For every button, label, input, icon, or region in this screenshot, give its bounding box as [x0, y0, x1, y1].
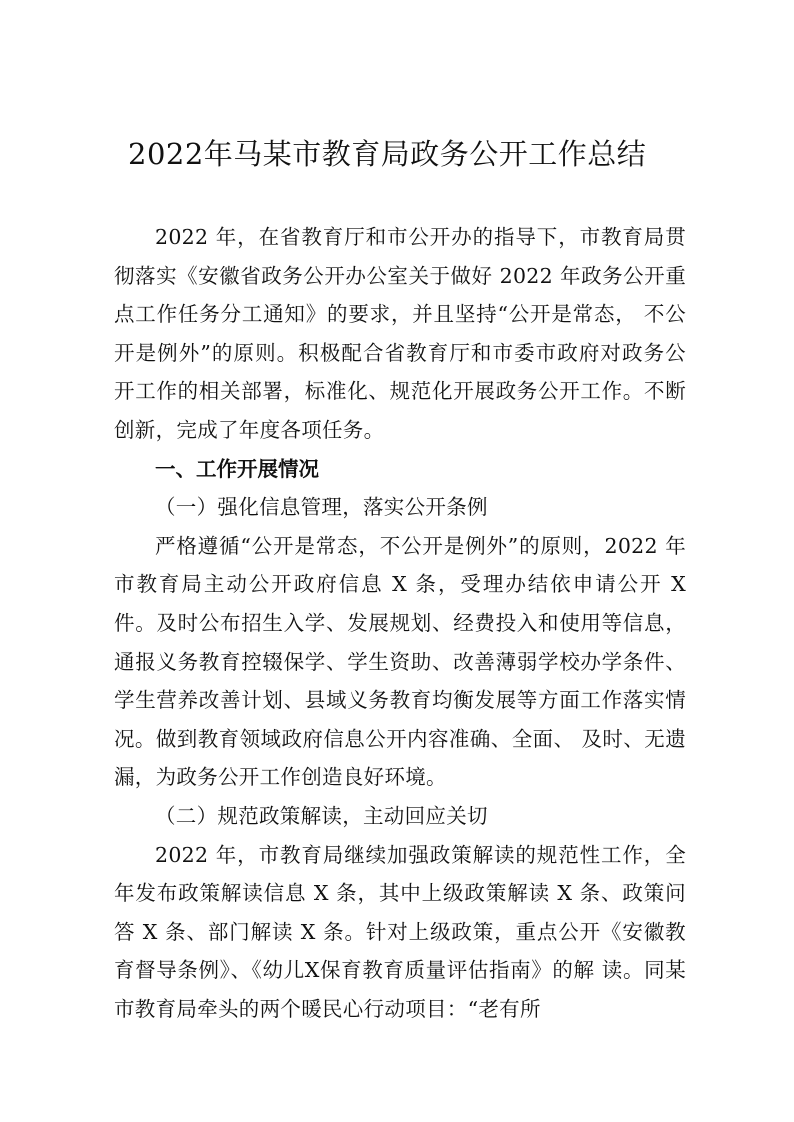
subsection-heading-policy-interpretation: （二）规范政策解读，主动回应关切	[155, 803, 488, 828]
info-management-paragraph: 严格遵循“公开是常态，不公开是例外”的原则，2022 年市教育局主动公开政府信息 X 条，受理办结依申请公开 X 件。及时公布招生入学、发展规划、经费投入和使用等信息，通报义务教育控辍保学、学生资助、改善薄弱学校办学条件、学生营养改善计划、县域义务教育均衡发展等方面工作落实情况。做到教育领域政府信息公开内容准确、全面、 及时、无遗漏，为政务公开工作创造良好环境。	[114, 533, 686, 790]
document-body	[114, 218, 686, 1028]
intro-paragraph: 2022 年，在省教育厅和市公开办的指导下，市教育局贯彻落实《安徽省政务公开办公室关于做好 2022 年政务公开重点工作任务分工通知》的要求，并且坚持“公开是常态， 不公开是例外”的原则。积极配合省教育厅和市委市政府对政务公开工作的相关部署，标准化、规范化开展政务公开工作。不断创新，完成了年度各项任务。	[114, 225, 686, 442]
page-title: 2022年马某市教育局政务公开工作总结	[128, 137, 647, 171]
policy-interpretation-paragraph: 2022 年，市教育局继续加强政策解读的规范性工作，全年发布政策解读信息 X 条，其中上级政策解读 X 条、政策问答 X 条、部门解读 X 条。针对上级政策，重点公开《安徽教育督导条例》、《幼儿X保育教育质量评估指南》的解 读。同某市教育局牵头的两个暖民心行动项目：“老有所	[114, 842, 686, 1021]
section-heading-work-status: 一、工作开展情况	[155, 456, 319, 481]
subsection-heading-info-management: （一）强化信息管理，落实公开条例	[155, 495, 488, 520]
